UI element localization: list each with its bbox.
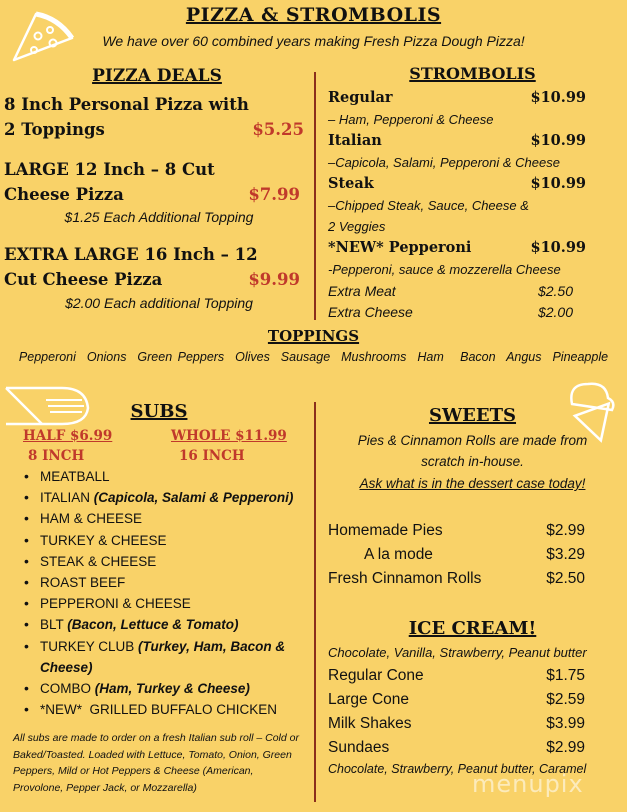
extra-meat	[328, 283, 573, 299]
ice-cream-sundaes	[328, 739, 585, 757]
ice-cream-sundaes-name: Sundaes	[328, 739, 390, 756]
stromboli-steak-name: Steak	[328, 175, 374, 192]
sweets-pies-price: $2.99	[546, 522, 585, 539]
list-item: • STEAK & CHEESE	[24, 551, 309, 572]
sweets-alamode-price: $3.29	[546, 546, 585, 563]
deal-2-note: $1.25 Each Additional Topping	[64, 209, 254, 225]
ice-cream-large	[328, 691, 585, 709]
deal-3-price: $9.99	[248, 270, 300, 289]
list-item: • COMBO (Ham, Turkey & Cheese)	[24, 678, 309, 699]
sweets-pies-name: Homemade Pies	[328, 522, 443, 539]
stromboli-pepperoni-price: $10.99	[530, 239, 586, 256]
deal-3-line2: Cut Cheese Pizza	[4, 270, 163, 289]
strombolis-heading: STROMBOLIS	[409, 64, 536, 83]
subs-size-whole: 16 INCH	[179, 448, 245, 464]
sweets-rolls-price: $2.50	[546, 570, 585, 587]
deal-2-price: $7.99	[248, 185, 300, 204]
ice-cream-flavors: Chocolate, Vanilla, Strawberry, Peanut butter	[328, 645, 587, 660]
ice-cream-large-price: $2.59	[546, 691, 585, 708]
stromboli-pepperoni-name: *NEW* Pepperoni	[328, 239, 472, 256]
ice-cream-cone	[328, 667, 585, 685]
deal-1-price: $5.25	[252, 120, 304, 139]
extra-cheese-name: Extra Cheese	[328, 304, 413, 320]
sweets-rolls	[328, 570, 585, 588]
deal-2-line2: Cheese Pizza	[4, 185, 124, 204]
subs-list	[24, 466, 309, 720]
subs-price-half: HALF $6.99	[23, 428, 113, 444]
subs-footnote: All subs are made to order on a fresh Italian sub roll – Cold or Baked/Toasted. Loaded with Lettuce, Tomato, Onion, Green Peppers, Mild or Hot Peppers & Cheese (American, Provolone, Pepper Jack, or Mozzarella)	[13, 732, 299, 794]
subs-size-half: 8 INCH	[28, 448, 85, 464]
ice-cream-cone-price: $1.75	[546, 667, 585, 684]
sweets-pies	[328, 522, 585, 540]
list-item: • TURKEY & CHEESE	[24, 530, 309, 551]
ice-cream-sundaes-price: $2.99	[546, 739, 585, 756]
list-item: • ITALIAN (Capicola, Salami & Pepperoni)	[24, 487, 309, 508]
divider-top	[314, 72, 316, 320]
list-item: • TURKEY CLUB (Turkey, Ham, Bacon & Cheese)	[24, 636, 309, 678]
sweets-alamode	[328, 546, 585, 564]
deal-1-line1: 8 Inch Personal Pizza with	[4, 95, 249, 114]
toppings-heading: TOPPINGS	[267, 327, 360, 345]
list-item: • ROAST BEEF	[24, 572, 309, 593]
toppings-list: Pepperoni Onions Green Peppers Olives Sausage Mushrooms Ham Bacon Angus Pineapple	[18, 350, 609, 364]
tagline: We have over 60 combined years making Fresh Pizza Dough Pizza!	[102, 33, 525, 49]
subs-heading: SUBS	[130, 401, 188, 422]
sweets-alamode-name: A la mode	[364, 546, 433, 563]
sundae-flavors: Chocolate, Strawberry, Peanut butter, Caramel	[328, 762, 587, 776]
stromboli-italian-name: Italian	[328, 132, 382, 149]
sweets-ask: Ask what is in the dessert case today!	[359, 476, 586, 491]
list-item: • MEATBALL	[24, 466, 309, 487]
ice-cream-shakes-name: Milk Shakes	[328, 715, 412, 732]
extra-meat-name: Extra Meat	[328, 283, 396, 299]
stromboli-italian-price: $10.99	[530, 132, 586, 149]
deal-3-line1: EXTRA LARGE 16 Inch – 12	[4, 245, 258, 264]
ice-cream-heading: ICE CREAM!	[408, 618, 537, 639]
sweets-heading: SWEETS	[428, 405, 517, 426]
ice-cream-shakes-price: $3.99	[546, 715, 585, 732]
pizza-deals-heading: PIZZA DEALS	[92, 66, 222, 86]
page-title: PIZZA & STROMBOLIS	[185, 4, 442, 26]
extra-meat-price: $2.50	[537, 283, 573, 299]
divider-bottom	[314, 402, 316, 802]
stromboli-steak-price: $10.99	[530, 175, 586, 192]
deal-2-line1: LARGE 12 Inch – 8 Cut	[4, 160, 215, 179]
extra-cheese	[328, 304, 573, 320]
list-item: • HAM & CHEESE	[24, 508, 309, 529]
deal-3	[4, 242, 310, 292]
deal-1	[4, 92, 310, 142]
deal-2	[4, 157, 310, 207]
watermark: menupix	[472, 770, 584, 798]
ice-cream-large-name: Large Cone	[328, 691, 410, 708]
list-item: • PEPPERONI & CHEESE	[24, 593, 309, 614]
stromboli-regular-desc: – Ham, Pepperoni & Cheese	[328, 112, 494, 127]
list-item: • *NEW* GRILLED BUFFALO CHICKEN	[24, 699, 309, 720]
list-item: • BLT (Bacon, Lettuce & Tomato)	[24, 614, 309, 635]
stromboli-steak-desc1: –Chipped Steak, Sauce, Cheese &	[328, 198, 529, 213]
stromboli-steak-desc2: 2 Veggies	[328, 219, 386, 234]
deal-3-note: $2.00 Each additional Topping	[65, 295, 253, 311]
sweets-rolls-name: Fresh Cinnamon Rolls	[328, 570, 482, 587]
sweets-line1: Pies & Cinnamon Rolls are made from	[357, 433, 588, 448]
stromboli-pepperoni-desc: -Pepperoni, sauce & mozzerella Cheese	[328, 262, 561, 277]
subs-price-whole: WHOLE $11.99	[171, 428, 287, 444]
extra-cheese-price: $2.00	[537, 304, 573, 320]
deal-1-line2: 2 Toppings	[4, 120, 105, 139]
stromboli-regular-price: $10.99	[530, 89, 586, 106]
ice-cream-shakes	[328, 715, 585, 733]
stromboli-italian-desc: –Capicola, Salami, Pepperoni & Cheese	[328, 155, 560, 170]
sweets-line2: scratch in-house.	[421, 454, 524, 469]
ice-cream-cone-name: Regular Cone	[328, 667, 424, 684]
stromboli-regular-name: Regular	[328, 89, 393, 106]
